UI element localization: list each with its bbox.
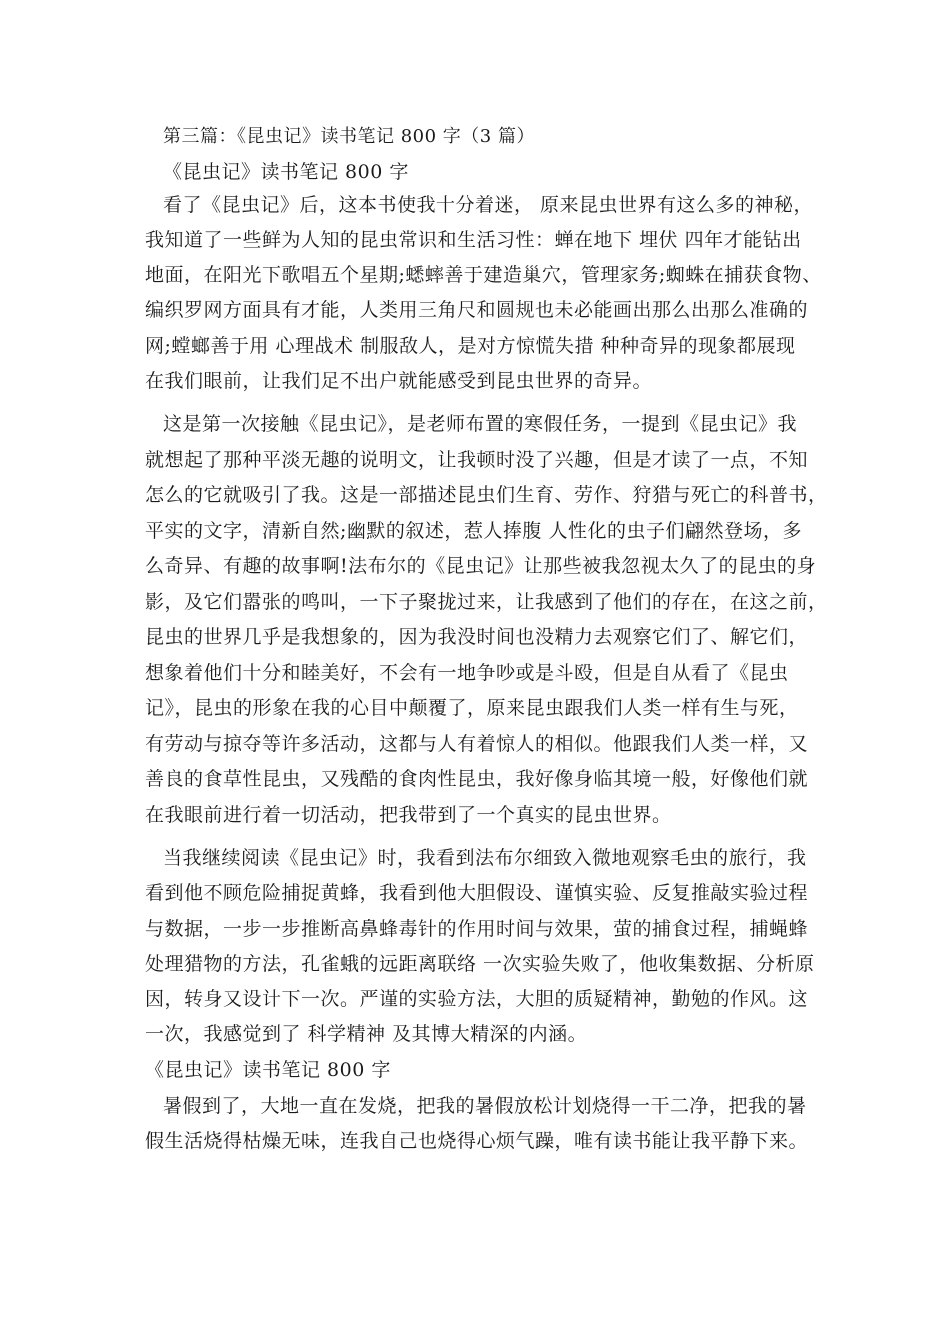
paragraph-line: 记》，昆虫的形象在我的心目中颠覆了，原来昆虫跟我们人类一样有生与死， [145, 697, 799, 719]
paragraph-line: 地面，在阳光下歌唱五个星期;蟋蟀善于建造巢穴，管理家务;蜘蛛在捕获食物、 [145, 264, 822, 286]
paragraph-line: 这是第一次接触《昆虫记》，是老师布置的寒假任务，一提到《昆虫记》我 [163, 413, 798, 435]
paragraph-line: 有劳动与掠夺等许多活动，这都与人有着惊人的相似。他跟我们人类一样，又 [145, 733, 809, 755]
paragraph-line: 就想起了那种平淡无趣的说明文，让我顿时没了兴趣，但是才读了一点，不知 [145, 449, 809, 471]
paragraph-line: 我知道了一些鲜为人知的昆虫常识和生活习性：蝉在地下 埋伏 四年才能钻出 [145, 229, 802, 251]
section-heading: 《昆虫记》读书笔记 800 字 [163, 161, 409, 183]
paragraph-line: 昆虫的世界几乎是我想象的，因为我没时间也没精力去观察它们了、解它们， [145, 626, 809, 648]
paragraph-line: 编织罗网方面具有才能，人类用三角尺和圆规也未必能画出那么出那么准确的 [145, 299, 809, 321]
paragraph-line: 与数据，一步一步推断高鼻蜂毒针的作用时间与效果，萤的捕食过程，捕蝇蜂 [145, 918, 809, 940]
paragraph-line: 善良的食草性昆虫，又残酷的食肉性昆虫，我好像身临其境一般，好像他们就 [145, 768, 809, 790]
paragraph-line: 暑假到了，大地一直在发烧，把我的暑假放松计划烧得一干二净，把我的暑 [163, 1095, 807, 1117]
paragraph-line: 一次，我感觉到了 科学精神 及其博大精深的内涵。 [145, 1023, 588, 1045]
paragraph-line: 影，及它们嚣张的鸣叫，一下子聚拢过来，让我感到了他们的存在，在这之前， [145, 591, 828, 613]
paragraph-line: 当我继续阅读《昆虫记》时，我看到法布尔细致入微地观察毛虫的旅行，我 [163, 847, 807, 869]
paragraph-line: 平实的文字，清新自然;幽默的叙述，惹人捧腹 人性化的虫子们翩然登场，多 [145, 520, 802, 542]
paragraph-line: 在我们眼前，让我们足不出户就能感受到昆虫世界的奇异。 [145, 370, 653, 392]
paragraph-line: 看了《昆虫记》后，这本书使我十分着迷， 原来昆虫世界有这么多的神秘， [163, 194, 814, 216]
document-title: 第三篇：《昆虫记》读书笔记 800 字（3 篇） [163, 126, 535, 147]
paragraph-line: 么奇异、有趣的故事啊!法布尔的《昆虫记》让那些被我忽视太久了的昆虫的身 [145, 555, 817, 577]
section-heading: 《昆虫记》读书笔记 800 字 [145, 1059, 391, 1081]
paragraph-line: 因，转身又设计下一次。严谨的实验方法，大胆的质疑精神，勤勉的作风。这 [145, 988, 809, 1010]
paragraph-line: 想象着他们十分和睦美好，不会有一地争吵或是斗殴，但是自从看了《昆虫 [145, 662, 789, 684]
paragraph-line: 网;螳螂善于用 心理战术 制服敌人，是对方惊慌失措 种种奇异的现象都展现 [145, 335, 796, 357]
paragraph-line: 怎么的它就吸引了我。这是一部描述昆虫们生育、劳作、狩猎与死亡的科普书， [145, 484, 828, 506]
paragraph-line: 看到他不顾危险捕捉黄蜂，我看到他大胆假设、谨慎实验、反复推敲实验过程 [145, 882, 809, 904]
paragraph-line: 处理猎物的方法，孔雀蛾的远距离联络 一次实验失败了，他收集数据、分析原 [145, 953, 815, 975]
paragraph-line: 假生活烧得枯燥无味，连我自己也烧得心烦气躁，唯有读书能让我平静下来。 [145, 1130, 809, 1152]
paragraph-line: 在我眼前进行着一切活动，把我带到了一个真实的昆虫世界。 [145, 804, 672, 826]
